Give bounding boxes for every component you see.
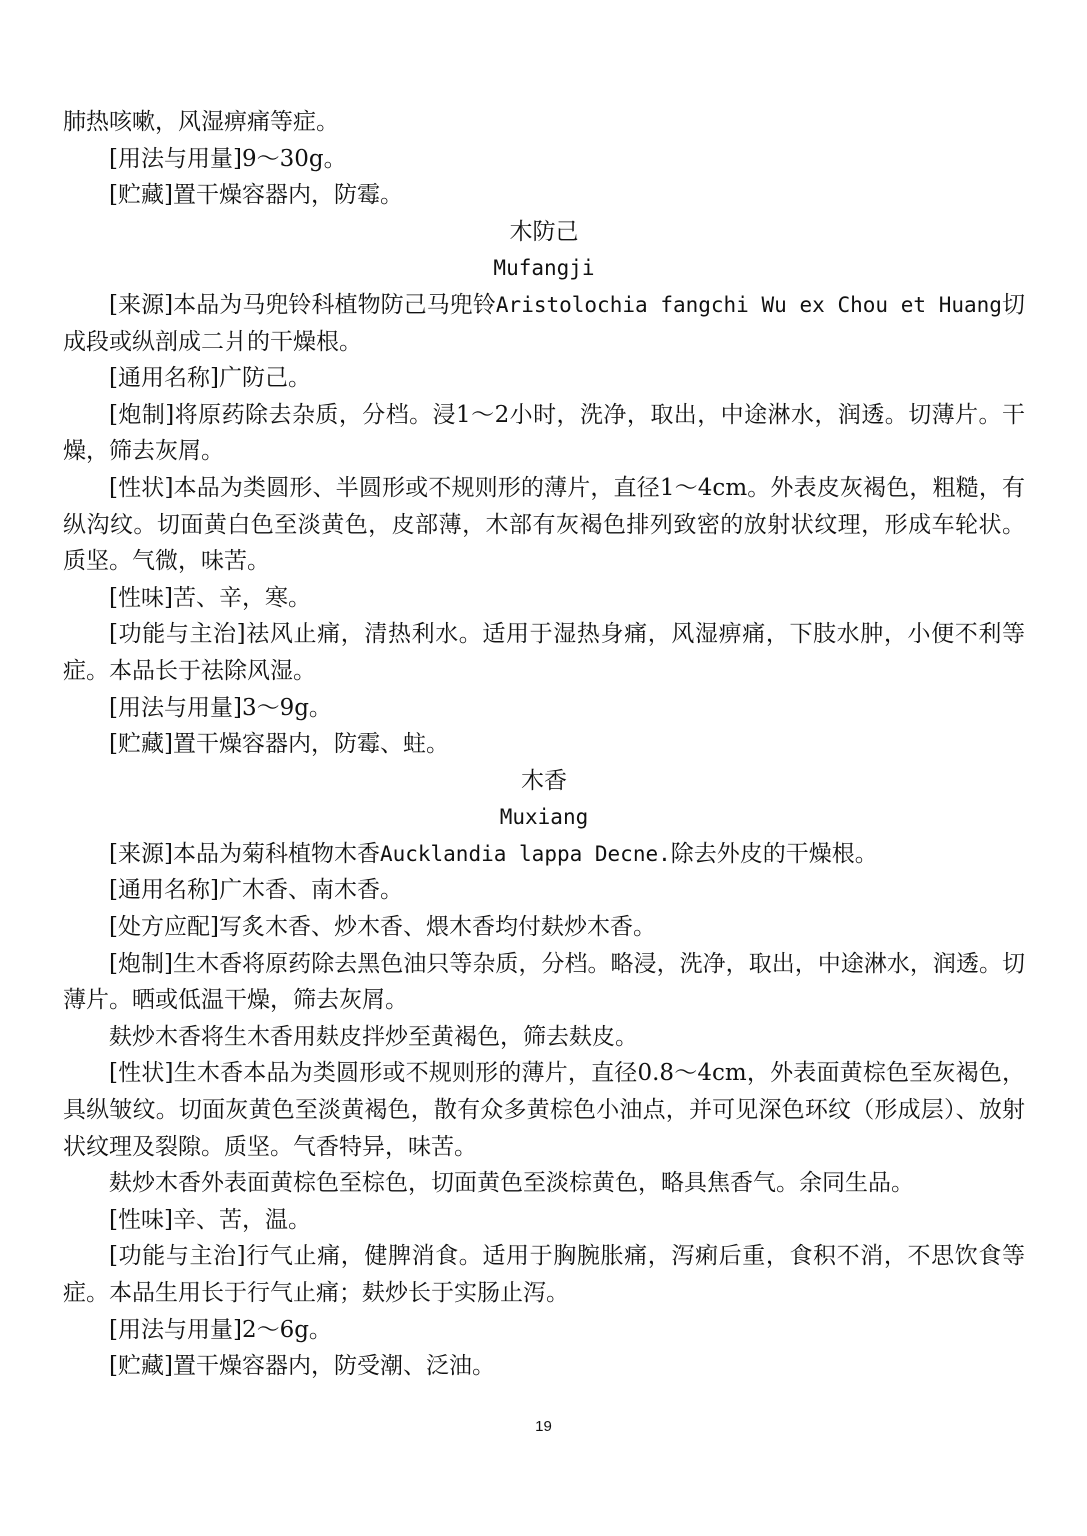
processing-paragraph: [炮制]将原药除去杂质，分档。浸1～2小时，洗净，取出，中途淋水，润透。切薄片。干燥，筛去灰屑。	[63, 401, 1025, 465]
source-text-before: [来源]本品为菊科植物木香	[109, 840, 380, 867]
source-text-after: 除去外皮的干燥根。	[670, 840, 878, 867]
source-text-before: [来源]本品为马兜铃科植物防己马兜铃	[109, 291, 496, 318]
entry-title: 木香	[521, 767, 567, 794]
storage-paragraph: [贮藏]置干燥容器内，防受潮、泛油。	[109, 1353, 495, 1380]
usage-dosage-paragraph: [用法与用量]2～6g。	[109, 1316, 332, 1343]
usage-dosage-paragraph: [用法与用量]9～30g。	[109, 145, 347, 172]
taste-nature-paragraph: [性味]苦、辛，寒。	[109, 584, 311, 611]
common-name-paragraph: [通用名称]广木香、南木香。	[109, 877, 403, 904]
storage-paragraph: [贮藏]置干燥容器内，防霉、蛀。	[109, 731, 449, 758]
characteristics-bran-fried-paragraph: 麸炒木香外表面黄棕色至棕色，切面黄色至淡棕黄色，略具焦香气。余同生品。	[109, 1170, 914, 1197]
function-indication-paragraph: [功能与主治]行气止痛，健脾消食。适用于胸腕胀痛，泻痢后重，食积不消，不思饮食等症。本品生用长于行气止痛；麸炒长于实肠止泻。	[63, 1243, 1025, 1306]
taste-nature-paragraph: [性味]辛、苦，温。	[109, 1206, 311, 1233]
source-text-after: 切成段或纵剖成二爿的干燥根。	[63, 291, 1026, 355]
characteristics-paragraph: [性状]本品为类圆形、半圆形或不规则形的薄片，直径1～4cm。外表皮灰褐色，粗糙，有纵沟纹。切面黄白色至淡黄色，皮部薄，木部有灰褐色排列致密的放射状纹理，形成车轮状。质坚。气微，味苦。	[63, 474, 1025, 575]
page-number: 19	[535, 1418, 552, 1435]
function-indication-paragraph: [功能与主治]祛风止痛，清热利水。适用于湿热身痛，风湿痹痛，下肢水肿，小便不利等症。本品长于祛除风湿。	[63, 621, 1025, 684]
characteristics-paragraph: [性状]生木香本品为类圆形或不规则形的薄片，直径0.8～4cm，外表面黄棕色至灰褐色，具纵皱纹。切面灰黄色至淡黄褐色，散有众多黄棕色小油点，并可见深色环纹（形成层）、放射状纹理及裂隙。质坚。气香特异，味苦。	[63, 1060, 1025, 1160]
latin-name: Aristolochia fangchi Wu ex Chou et Huang	[495, 292, 1002, 317]
entry-mufangji	[63, 214, 1025, 763]
usage-dosage-paragraph: [用法与用量]3～9g。	[109, 694, 332, 721]
entry-title: 木防己	[509, 218, 579, 245]
entry-muxiang	[63, 763, 1025, 1385]
common-name-paragraph: [通用名称]广防己。	[109, 365, 311, 392]
document-page	[63, 104, 1025, 1385]
latin-name: Aucklandia lappa Decne.	[379, 841, 671, 866]
source-paragraph	[63, 287, 1025, 360]
processing-paragraph: [炮制]生木香将原药除去黑色油只等杂质，分档。略浸，洗净，取出，中途淋水，润透。切薄片。晒或低温干燥，筛去灰屑。	[63, 950, 1025, 1014]
processing-bran-fried-paragraph: 麸炒木香将生木香用麸皮拌炒至黄褐色，筛去麸皮。	[109, 1023, 638, 1050]
prescription-paragraph: [处方应配]写炙木香、炒木香、煨木香均付麸炒木香。	[109, 914, 656, 941]
entry-pinyin: Muxiang	[499, 805, 589, 830]
entry-pinyin: Mufangji	[493, 256, 595, 281]
storage-paragraph: [贮藏]置干燥容器内，防霉。	[109, 182, 403, 209]
continuation-paragraph: 肺热咳嗽，风湿痹痛等症。	[63, 109, 339, 135]
source-paragraph	[63, 836, 1025, 873]
